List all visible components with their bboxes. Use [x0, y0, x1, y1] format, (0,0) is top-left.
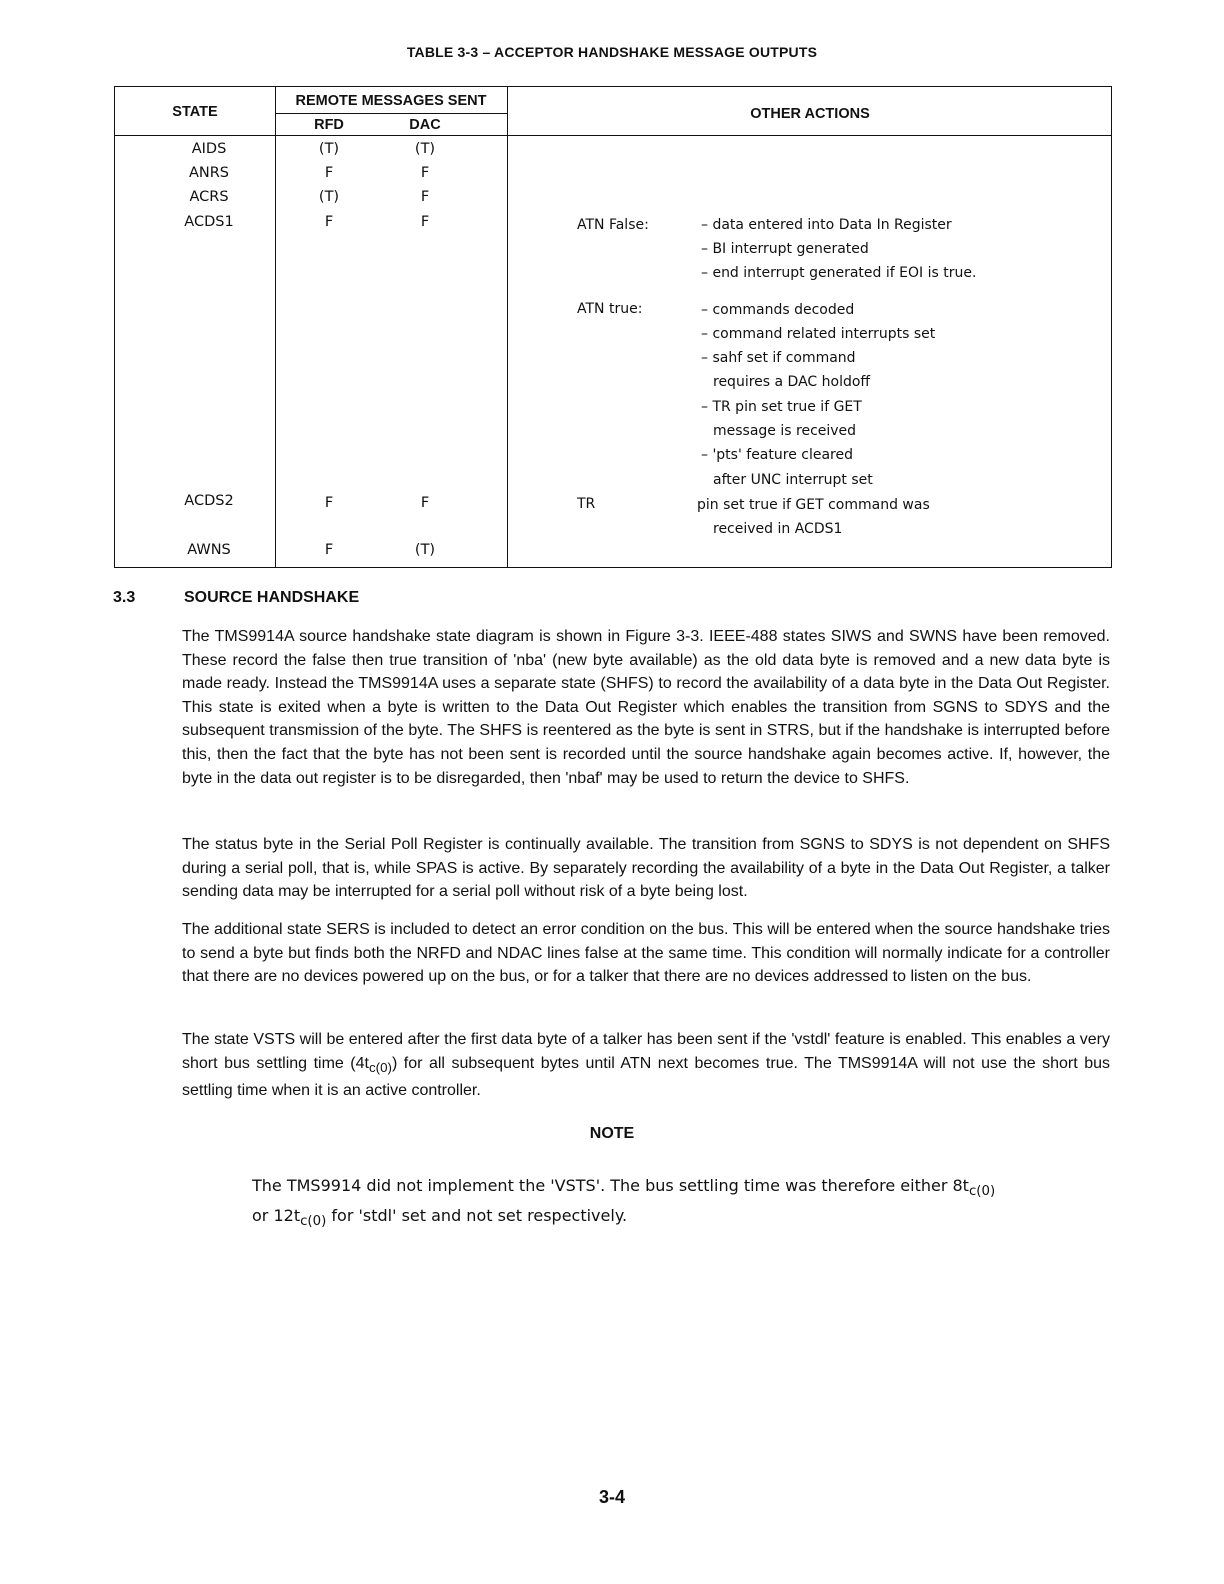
action-label-atn-true: ATN true: [577, 301, 643, 317]
note-text [252, 1174, 1012, 1234]
table-cell-rfd: F [324, 542, 334, 558]
header-remote-messages: REMOTE MESSAGES SENT [295, 93, 487, 109]
note-title: NOTE [589, 1125, 635, 1142]
table-title: TABLE 3-3 – ACCEPTOR HANDSHAKE MESSAGE OUTPUTS [406, 44, 818, 60]
table-cell-state: ACRS [189, 189, 229, 205]
header-subdivider [275, 113, 507, 114]
table-cell-state: AIDS [191, 141, 227, 157]
paragraph [182, 1028, 1110, 1103]
header-state: STATE [172, 104, 218, 120]
table-cell-rfd: (T) [318, 141, 340, 157]
table-cell-dac: F [420, 189, 430, 205]
action-line: requires a DAC holdoff [713, 374, 871, 390]
action-line: message is received [713, 423, 857, 439]
table-cell-state: ACDS2 [184, 493, 234, 509]
table-cell-dac: F [420, 495, 430, 511]
action-line: – command related interrupts set [701, 326, 936, 342]
paragraph-text: The state VSTS will be entered after the first data byte of a talker has been sent if the 'vstdl' feature is enabled. This enables a very short bus settling time (4t [182, 1031, 1110, 1072]
table-cell-dac: F [420, 165, 430, 181]
table-cell-rfd: (T) [318, 189, 340, 205]
paragraph-text: ) for all subsequent bytes until ATN next becomes true. The TMS9914A will not use the short bus settling time when it is an active controller. [182, 1054, 1110, 1100]
table-cell-state: ACDS1 [184, 214, 234, 230]
action-line: – TR pin set true if GET [701, 399, 862, 415]
subscript: c(0) [968, 1184, 996, 1200]
section-title: SOURCE HANDSHAKE [184, 589, 360, 606]
table-cell-state: AWNS [187, 542, 231, 558]
table-cell-dac: (T) [414, 141, 436, 157]
paragraph: The TMS9914A source handshake state diagram is shown in Figure 3-3. IEEE-488 states SIWS and SWNS have been removed. These record the false then true transition of 'nba' (new byte available) as the old data byte is removed and a new data byte is made ready. Instead the TMS9914A uses a separate state (SHFS) to record the availability of a data byte in the Data Out Register. This state is exited when a byte is written to the Data Out Register which enables the transition from SGNS to SDYS and the subsequent transmission of the byte. The SHFS is reentered as the byte is sent in STRS, but if the handshake is interrupted before this, then the fact that the byte has not been sent is recorded until the source handshake again becomes active. If, however, the byte in the data out register is to be disregarded, then 'nbaf' may be used to return the device to SHFS. [182, 628, 1110, 787]
header-divider [115, 135, 1111, 136]
action-line: – BI interrupt generated [701, 241, 869, 257]
action-line: after UNC interrupt set [713, 472, 873, 488]
section-number: 3.3 [113, 589, 136, 606]
table-cell-state: ANRS [188, 165, 230, 181]
note-text-part: for 'stdl' set and not set respectively. [326, 1205, 628, 1225]
paragraph: The additional state SERS is included to detect an error condition on the bus. This will be entered when the source handshake tries to send a byte but finds both the NRFD and NDAC lines false at the same time. This condition will normally indicate for a controller that there are no devices powered up on the bus, or for a talker that there are no devices addressed to listen on the bus. [182, 921, 1110, 986]
page-number: 3-4 [598, 1487, 625, 1507]
table-cell-dac: (T) [414, 542, 436, 558]
action-label-atn-false: ATN False: [577, 217, 649, 233]
action-line: pin set true if GET command was [697, 497, 930, 513]
table-cell-dac: F [420, 214, 430, 230]
note-text-part: or 12t [252, 1205, 301, 1225]
action-line: – 'pts' feature cleared [701, 447, 853, 463]
subscript: c(0) [300, 1213, 327, 1229]
table-cell-rfd: F [324, 495, 334, 511]
table-cell-rfd: F [324, 165, 334, 181]
paragraph: The status byte in the Serial Poll Register is continually available. The transition from SGNS to SDYS is not dependent on SHFS during a serial poll, that is, while SPAS is active. By separately recording the availability of a byte in the Data Out Register, a talker sending data may be interrupted for a serial poll without risk of a byte being lost. [182, 836, 1110, 901]
action-line: – end interrupt generated if EOI is true. [701, 265, 977, 281]
column-divider [507, 87, 508, 567]
table-cell-rfd: F [324, 214, 334, 230]
acceptor-handshake-table [114, 86, 1112, 568]
action-line: – data entered into Data In Register [701, 217, 952, 233]
action-line: – sahf set if command [701, 350, 856, 366]
action-line: – commands decoded [701, 302, 855, 318]
header-rfd: RFD [314, 117, 344, 133]
action-line: received in ACDS1 [713, 521, 843, 537]
header-dac: DAC [409, 117, 441, 133]
note-text-part: The TMS9914 did not implement the 'VSTS'. The bus settling time was therefore either 8t [252, 1176, 969, 1195]
subscript: c(0) [368, 1059, 392, 1075]
action-label-tr: TR [577, 496, 596, 512]
header-other-actions: OTHER ACTIONS [750, 106, 870, 122]
